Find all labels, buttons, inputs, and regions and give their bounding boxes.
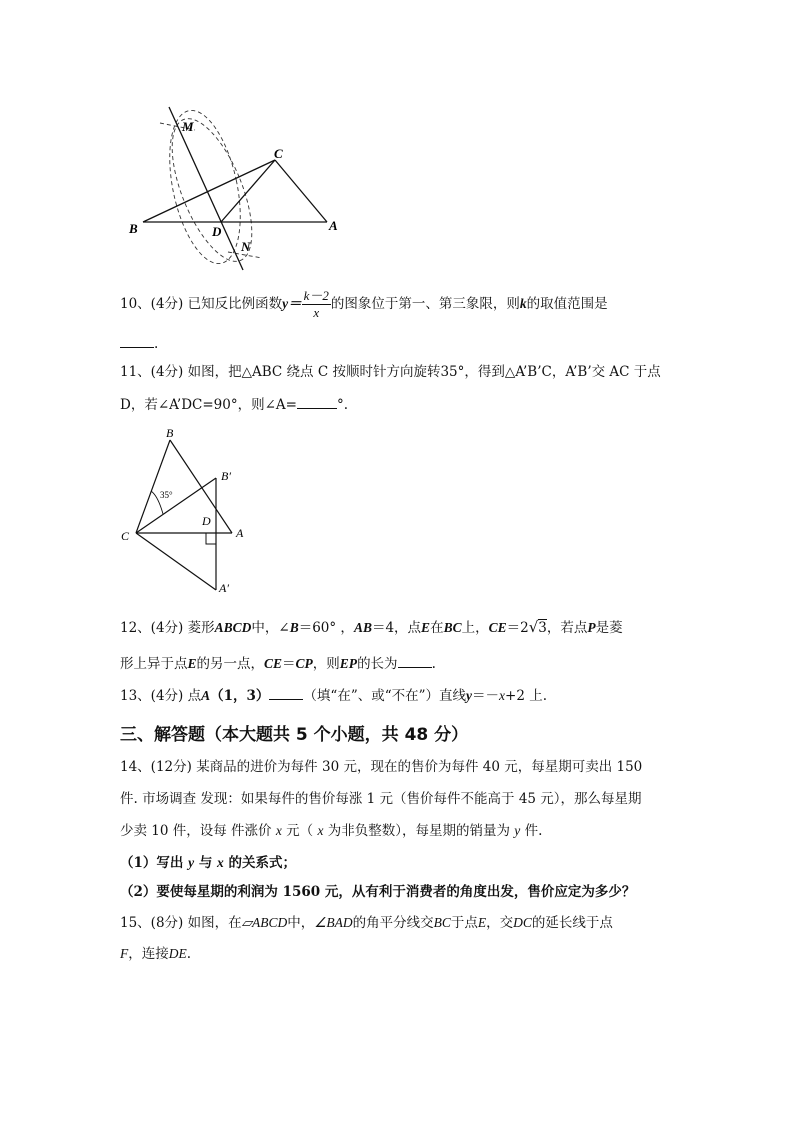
q12-ce2: CE [264, 656, 283, 671]
label-N: N [241, 239, 251, 254]
segment-CB [136, 440, 170, 533]
segment-CA [275, 160, 327, 222]
q14-line3d: 件. [524, 823, 543, 839]
q12-t8: ，若点 [546, 620, 588, 636]
section-3-heading: 三、解答题（本大题共 5 个小题，共 48 分） [120, 725, 469, 745]
q14-y1: y [514, 823, 521, 838]
q13-t5: +2 上. [505, 688, 548, 704]
q12-ce: CE [488, 620, 507, 635]
q13-x: x [499, 688, 506, 703]
q12-abcd: ABCD [214, 620, 252, 635]
q10-frac-num: k－2 [303, 288, 329, 303]
q14-sub1x: x [217, 855, 224, 870]
q12-t3: ＝60° ， [298, 620, 354, 636]
q12-e: E [421, 620, 431, 635]
q10-end: . [154, 336, 159, 352]
sqrt-icon: √ [528, 618, 539, 636]
q11-label: 11、(4分) [120, 364, 184, 380]
q14-sub1c: 的关系式； [228, 855, 296, 871]
q14-line3a: 少卖 10 件，设每 件涨价 [120, 823, 272, 839]
question-14-line3 [120, 821, 542, 841]
question-12-line1 [120, 617, 623, 638]
q15-t7: ，连接 [128, 946, 169, 962]
q10-fraction [302, 288, 331, 321]
figure-perpendicular-bisector [115, 100, 338, 275]
question-11-line1 [120, 362, 661, 382]
label-M: M [182, 119, 194, 134]
q14-sub1b: 与 [198, 855, 213, 871]
q15-t6: 的延长线于点 [531, 915, 613, 931]
figure-rotation [115, 420, 265, 605]
q10-label: 10、(4分) [120, 296, 184, 312]
q15-t2: 中， [287, 915, 315, 931]
label-angle: 35° [160, 490, 173, 500]
q15-t1: 如图，在 [187, 915, 242, 931]
q10-text-b: 的图象位于第一、第三象限，则 [330, 296, 520, 312]
q12-t1: 菱形 [187, 620, 215, 636]
q13-t3: （填“在”、或“不在”）直线 [303, 688, 467, 704]
q13-answer-blank[interactable] [269, 685, 303, 700]
q10-k: k [519, 296, 527, 311]
label-C: C [274, 146, 283, 161]
q14-x1: x [275, 823, 282, 838]
q10-frac-den: x [313, 305, 320, 320]
label-Bp: B′ [221, 469, 231, 483]
question-14-line2: 件. 市场调查 发现：如果每件的售价每涨 1 元（售价每件不能高于 45 元），那么每星期 [120, 791, 642, 807]
q12-l2b: 的另一点， [196, 656, 265, 672]
label-B: B [166, 426, 174, 440]
q12-cp: CP [295, 656, 313, 671]
line-MN [169, 107, 243, 270]
q15-label: 15、(8分) [120, 915, 184, 931]
label-C: C [121, 529, 130, 543]
q12-t2: 中，∠ [251, 620, 290, 636]
q15-t5: ，交 [486, 915, 514, 931]
q14-sub1y: y [188, 855, 195, 870]
q12-b: B [289, 620, 299, 635]
q12-ab: AB [353, 620, 372, 635]
q12-l2f: . [431, 656, 436, 672]
q14-line3c: 为非负整数），每星期的销量为 [327, 823, 510, 839]
q12-t7: ＝2 [506, 620, 529, 636]
q12-e2: E [187, 656, 197, 671]
question-14-sub2: （2）要使每星期的利润为 1560 元，从有利于消费者的角度出发，售价应定为多少？ [120, 884, 636, 900]
q15-f: F [120, 946, 129, 961]
q10-text-c: 的取值范围是 [526, 296, 608, 312]
q12-t6: 上， [461, 620, 489, 636]
segment-CAp [136, 533, 216, 590]
q12-sqrt3: 3 [538, 620, 547, 636]
question-11-line2 [120, 394, 348, 415]
label-A: A [329, 218, 338, 233]
question-12-line2 [120, 653, 436, 674]
q12-t5: 在 [430, 620, 444, 636]
q15-dc: DC [513, 915, 532, 930]
question-14-line1 [120, 757, 642, 777]
q10-text-a: 已知反比例函数 [187, 296, 283, 312]
q14-x2: x [317, 823, 324, 838]
q15-para: ▱ABCD [241, 915, 288, 930]
q12-p: P [587, 620, 596, 635]
q11-line2b: °. [336, 397, 349, 413]
q12-t9: 是菱 [595, 620, 623, 636]
question-10-line2 [120, 333, 158, 354]
q15-de: DE [168, 946, 187, 961]
q12-l2e: 的长为 [357, 656, 398, 672]
q12-l2a: 形上异于点 [120, 656, 188, 672]
q13-t4: ＝－ [472, 688, 500, 704]
q11-line2a: D，若∠A’DC=90°，则∠A= [120, 397, 297, 413]
right-angle-mark [206, 533, 216, 544]
q15-bad: ∠BAD [314, 915, 353, 930]
question-14-sub1 [120, 853, 296, 873]
q12-l2d: ，则 [312, 656, 340, 672]
label-B: B [129, 221, 138, 236]
q14-line1: 某商品的进价为每件 30 元，现在的售价为每件 40 元，每星期可卖出 150 [196, 759, 643, 775]
q11-line1: 如图，把△ABC 绕点 C 按顺时针方向旋转35°，得到△A’B’C，A’B’交 AC 于点 [187, 364, 661, 380]
label-D: D [212, 224, 222, 239]
q12-label: 12、(4分) [120, 620, 184, 636]
q12-bc: BC [443, 620, 462, 635]
q14-line3b: 元（ [286, 823, 314, 839]
q15-bc: BC [433, 915, 451, 930]
q13-t1: 点 [187, 688, 202, 704]
q15-t4: 于点 [450, 915, 478, 931]
q15-e: E [477, 915, 487, 930]
label-D: D [202, 514, 211, 528]
segment-BC [143, 160, 275, 222]
q13-label: 13、(4分) [120, 688, 184, 704]
label-Ap: A′ [219, 581, 229, 595]
q13-t2: （1，3） [210, 688, 270, 704]
q15-t8: . [186, 946, 192, 962]
question-15-line2 [120, 944, 191, 964]
q12-l2c: ＝ [282, 656, 296, 672]
question-13 [120, 685, 547, 706]
q10-answer-blank[interactable] [120, 333, 154, 348]
q13-y: y [466, 688, 473, 703]
question-15-line1 [120, 913, 613, 933]
q11-answer-blank[interactable] [297, 394, 337, 409]
q13-a: A [201, 688, 211, 703]
question-10 [120, 288, 608, 321]
segment-BA [170, 440, 232, 533]
q10-y-eq: y＝ [282, 296, 302, 311]
label-A: A [236, 526, 244, 540]
segment-CD [221, 160, 275, 222]
q12-answer-blank[interactable] [398, 653, 432, 668]
q14-sub1a: （1）写出 [120, 855, 184, 871]
q15-t3: 的角平分线交 [352, 915, 434, 931]
q12-t4: ＝4，点 [371, 620, 422, 636]
q14-label: 14、(12分) [120, 759, 192, 775]
q12-ep: EP [339, 656, 358, 671]
